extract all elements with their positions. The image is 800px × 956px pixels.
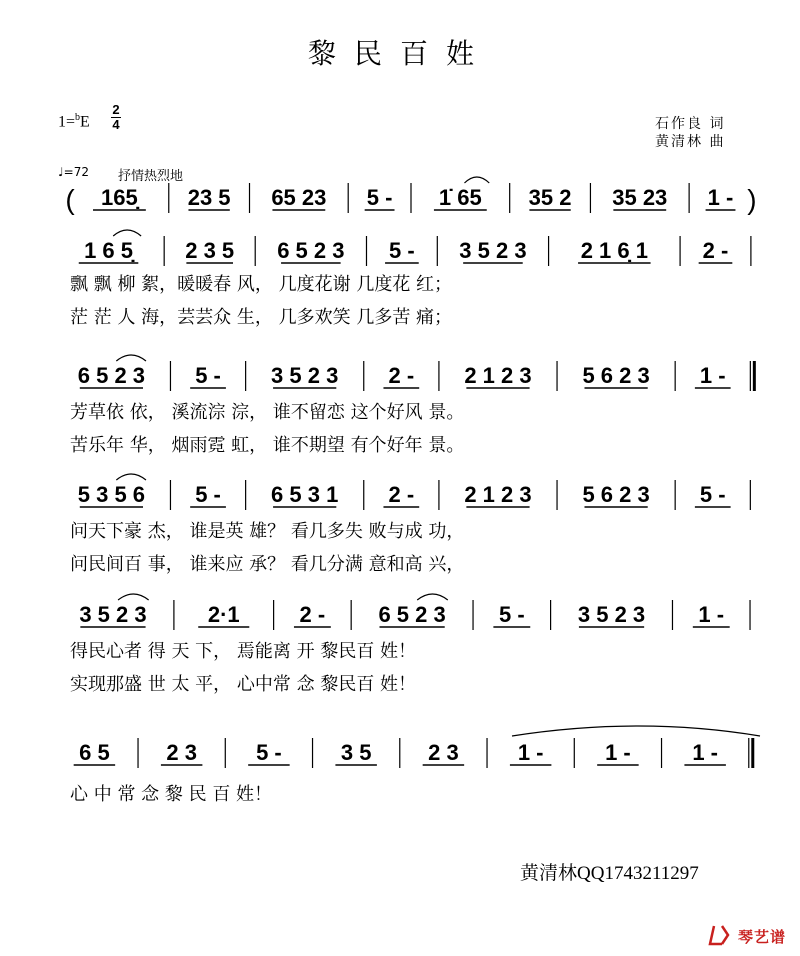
lyric-line: 问民间百 事， 谁来应 承？ 看几分满 意和高 兴， bbox=[70, 554, 465, 575]
note-group: 1 6 5̣ bbox=[84, 238, 134, 263]
slur-arc bbox=[116, 474, 146, 480]
note-group: 2 1 2 3 bbox=[464, 363, 532, 388]
slur-arc bbox=[118, 594, 149, 600]
note-group: 2 - bbox=[388, 363, 415, 388]
lyric-line: 芳草依 依， 溪流淙 淙， 谁不留恋 这个好风 景。 bbox=[70, 402, 465, 423]
note-group: 3 5 2 3 bbox=[577, 602, 646, 627]
note-group: 6 5 2 3 bbox=[77, 363, 146, 388]
note-group: 5 - bbox=[195, 363, 221, 388]
note-group: 3 5 bbox=[340, 740, 372, 765]
note-group: 3 5 2 3 bbox=[271, 363, 339, 388]
lyric-line: 飘 飘 柳 絮，暖暖春 风， 几度花谢 几度花 红； bbox=[70, 274, 453, 295]
slur-arc bbox=[464, 177, 489, 183]
note-group: 2·1 bbox=[207, 602, 240, 627]
lyric-line: 苦乐年 华， 烟雨霓 虹， 谁不期望 有个好年 景。 bbox=[70, 435, 465, 456]
slur-arc bbox=[417, 594, 448, 600]
key-note: E bbox=[80, 113, 90, 131]
note-group: 5 6 2 3 bbox=[582, 363, 650, 388]
logo-text: 琴艺谱 bbox=[738, 928, 787, 946]
note-group: 6 5 3 1 bbox=[271, 482, 339, 507]
key-flat: b bbox=[75, 112, 81, 123]
note-group: 5 - bbox=[366, 185, 393, 210]
note-group: 2 1 2 3 bbox=[464, 482, 532, 507]
note-group: 5 3 5 6 bbox=[77, 482, 146, 507]
note-group: 3 5 2 3 bbox=[79, 602, 147, 627]
lyric-line: 茫 茫 人 海，芸芸众 生， 几多欢笑 几多苦 痛； bbox=[70, 307, 453, 328]
note-group: 6 5 2 3 bbox=[277, 238, 345, 263]
note-group: 5 - bbox=[498, 602, 525, 627]
note-group: 2 3 5 bbox=[185, 238, 235, 263]
expression-marking: 抒情热烈地 bbox=[118, 169, 184, 184]
lyricist-credit: 石作良 词 bbox=[655, 116, 726, 132]
note-group: 6 5 bbox=[79, 740, 110, 765]
note-group: 5 - bbox=[256, 740, 282, 765]
note-group: 2 - bbox=[299, 602, 326, 627]
composer-credit: 黄清林 曲 bbox=[655, 134, 726, 150]
lyric-line: 得民心者 得 天 下， 焉能离 开 黎民百 姓！ bbox=[70, 641, 417, 662]
lyric-line: 实现那盛 世 太 平， 心中常 念 黎民百 姓！ bbox=[70, 674, 417, 695]
note-group: 1 - bbox=[517, 740, 544, 765]
slur-arc bbox=[113, 230, 141, 236]
note-group: 1̇ 65 bbox=[438, 185, 482, 210]
note-group: 2 - bbox=[702, 238, 729, 263]
arranger-signature: 黄清林QQ1743211297 bbox=[520, 863, 699, 884]
note-group: 2 1 6̣ 1 bbox=[580, 238, 648, 263]
note-group: 5 6 2 3 bbox=[582, 482, 650, 507]
time-signature-bottom: 4 bbox=[112, 117, 120, 132]
note-group: 35 2 bbox=[528, 185, 572, 210]
key-prefix: 1= bbox=[58, 113, 76, 131]
tempo-marking: ♩=72 bbox=[58, 165, 89, 179]
note-group: 1 - bbox=[699, 363, 726, 388]
note-group: 5 - bbox=[389, 238, 415, 263]
note-group: 6 5 2 3 bbox=[378, 602, 446, 627]
lyric-line: 问天下豪 杰， 谁是英 雄？ 看几多失 败与成 功， bbox=[70, 521, 465, 542]
note-group: 1 - bbox=[698, 602, 725, 627]
slur-arc bbox=[116, 355, 146, 361]
time-signature-top: 2 bbox=[112, 102, 120, 117]
note-group: 2 3 bbox=[166, 740, 197, 765]
note-group: 5 - bbox=[195, 482, 221, 507]
note-group: 165̣ bbox=[101, 185, 138, 210]
note-group: 1 - bbox=[707, 185, 734, 210]
repeat-parenthesis: ) bbox=[747, 184, 757, 215]
note-group: 5 - bbox=[699, 482, 726, 507]
note-group: 1 - bbox=[692, 740, 719, 765]
page-title: 黎民百姓 bbox=[307, 37, 492, 70]
note-group: 1 - bbox=[605, 740, 631, 765]
lyric-line: 心 中 常 念 黎 民 百 姓！ bbox=[70, 784, 273, 805]
note-group: 65 23 bbox=[271, 185, 327, 210]
note-group: 3 5 2 3 bbox=[459, 238, 527, 263]
note-group: 2 3 bbox=[428, 740, 459, 765]
note-group: 2 - bbox=[388, 482, 415, 507]
tie-arc bbox=[512, 726, 760, 736]
note-group: 35 23 bbox=[612, 185, 668, 210]
repeat-parenthesis: ( bbox=[65, 184, 75, 215]
note-group: 23 5 bbox=[187, 185, 231, 210]
